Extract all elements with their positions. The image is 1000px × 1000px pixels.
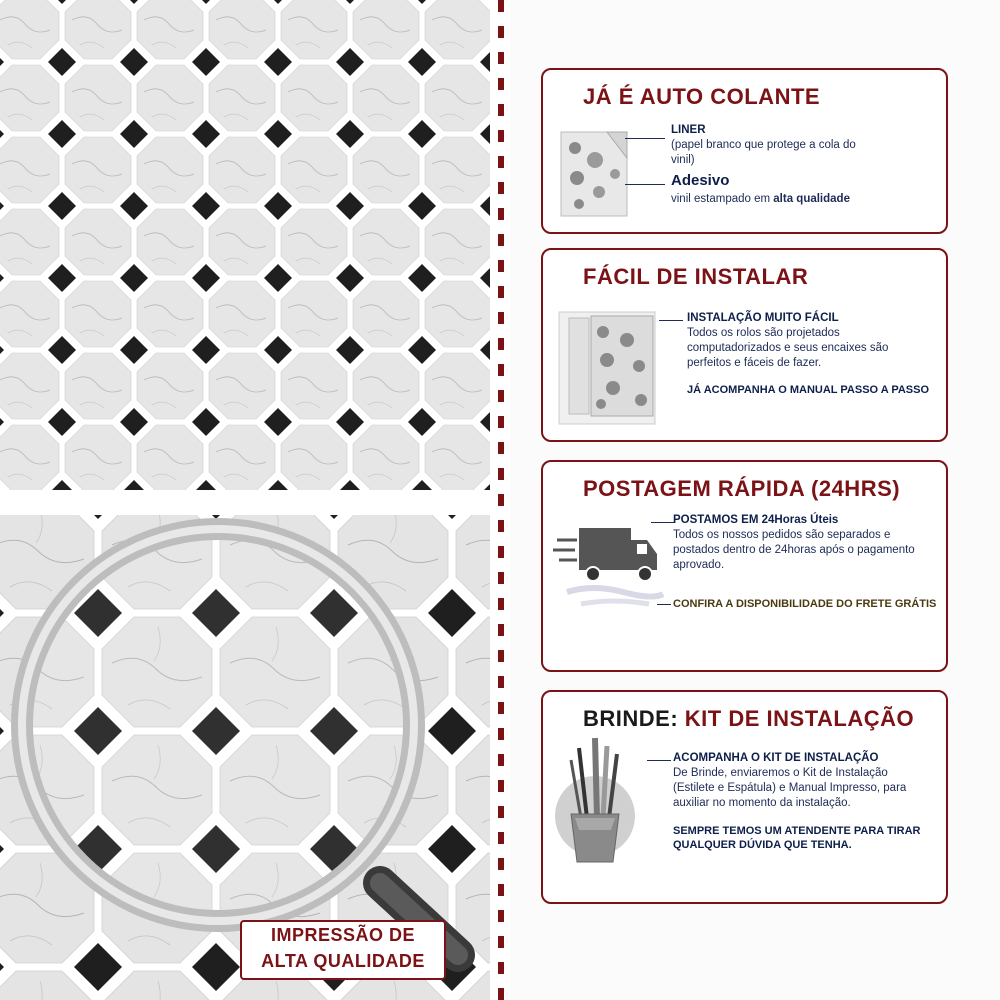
kit-pointer [647, 760, 671, 761]
shipping-pointer [651, 522, 675, 523]
kit-label: ACOMPANHA O KIT DE INSTALAÇÃO [673, 752, 879, 764]
card-title [583, 706, 914, 732]
adhesive-description [671, 192, 850, 207]
freight-pointer [657, 604, 671, 605]
liner-label: LINER [671, 124, 706, 136]
install-label: INSTALAÇÃO MUITO FÁCIL [687, 312, 839, 324]
installed-wall-icon [557, 308, 657, 428]
card-title: FÁCIL DE INSTALAR [583, 264, 809, 289]
shipping-label: POSTAMOS EM 24Horas Úteis [673, 514, 839, 526]
adhesive-description-bold: alta qualidade [773, 193, 850, 205]
tool-cup-icon [549, 734, 645, 884]
tile-pattern-preview [0, 0, 490, 490]
card-title: POSTAGEM RÁPIDA (24HRS) [583, 476, 901, 501]
manual-callout: JÁ ACOMPANHA O MANUAL PASSO A PASSO [687, 384, 930, 396]
card-fast-shipping [541, 460, 948, 672]
adhesive-label: Adesivo [671, 172, 730, 189]
kit-description: De Brinde, enviaremos o Kit de Instalação (Estilete e Espátula) e Manual Impresso, para auxiliar no momento da instalação. [673, 767, 907, 809]
gift-prefix: BRINDE: [583, 706, 679, 731]
card-install-kit [541, 690, 948, 904]
quality-badge [240, 920, 446, 980]
shipping-description: Todos os nossos pedidos são separados e postados dentro de 24horas após o pagamento aprovado. [673, 529, 915, 571]
quality-badge-line2: ALTA QUALIDADE [261, 951, 425, 971]
support-callout: SEMPRE TEMOS UM ATENDENTE PARA TIRAR QUALQUER DÚVIDA QUE TENHA. [673, 825, 921, 851]
card-easy-install [541, 248, 948, 442]
card-title: JÁ É AUTO COLANTE [583, 84, 821, 109]
liner-pointer [625, 138, 665, 139]
liner-description: (papel branco que protege a cola do vinil) [671, 139, 856, 166]
dashed-divider [498, 0, 504, 1000]
free-shipping-callout: CONFIRA A DISPONIBILIDADE DO FRETE GRÁTIS [673, 598, 937, 610]
vinyl-roll-icon [559, 130, 633, 220]
install-description: Todos os rolos são projetados computadorizados e seus encaixes são perfeitos e fáceis de fazer. [687, 327, 889, 369]
adhesive-description-prefix: vinil estampado em [671, 193, 774, 205]
kit-title: KIT DE INSTALAÇÃO [684, 706, 915, 731]
install-pointer [659, 320, 683, 321]
quality-badge-line1: IMPRESSÃO DE [270, 925, 416, 945]
adhesive-pointer [625, 184, 665, 185]
delivery-truck-icon [553, 520, 665, 612]
card-auto-adhesive [541, 68, 948, 234]
